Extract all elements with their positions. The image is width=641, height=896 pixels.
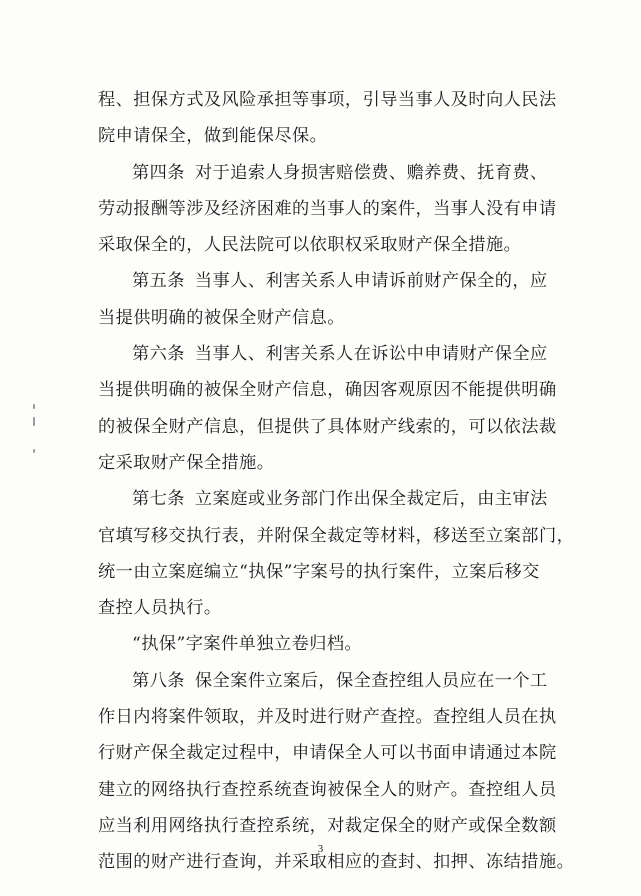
article-8 [98,663,568,699]
text-line: 定采取财产保全措施。 [98,452,275,473]
scan-mark [33,404,35,409]
text-line: 官填写移交执行表，并附保全裁定等材料，移送至立案部门， [98,525,575,546]
article-label: 第六条 [132,344,185,365]
article-4 [98,155,568,191]
text-line: 的被保全财产信息，但提供了具体财产线索的，可以依法裁 [98,416,557,437]
scan-mark [33,449,35,453]
text-line: 查控人员执行。 [98,598,222,619]
document-body [98,82,575,881]
article-text: 立案庭或业务部门作出保全裁定后，由主审法 [194,489,548,510]
text-line: 建立的网络执行查控系统查询被保全人的财产。查控组人员 [98,779,557,800]
article-5 [98,263,568,299]
article-label: 第七条 [132,489,185,510]
article-7 [98,481,568,517]
text-line: 劳动报酬等涉及经济困难的当事人的案件，当事人没有申请 [98,198,557,219]
text-line: 行财产保全裁定过程中，申请保全人可以书面申请通过本院 [98,743,557,764]
text-line: 当提供明确的被保全财产信息。 [98,307,345,328]
text-line: 程、担保方式及风险承担等事项，引导当事人及时向人民法 [98,90,557,110]
article-text: 对于追索人身损害赔偿费、赡养费、抚育费、 [194,162,548,183]
text-line: 统一由立案庭编立“执保”字案号的执行案件，立案后移交 [98,561,540,582]
article-6 [98,336,568,372]
article-label: 第四条 [132,162,185,183]
text-line: 当提供明确的被保全财产信息，确因客观原因不能提供明确 [98,380,557,401]
text-line: 作日内将案件领取，并及时进行财产查控。查控组人员在执 [98,707,557,728]
article-text: 当事人、利害关系人在诉讼中申请财产保全应 [194,344,548,365]
article-text: 保全案件立案后，保全查控组人员应在一个工 [194,670,548,691]
text-line: 院申请保全，做到能保尽保。 [98,126,328,147]
page-number: 3 [317,843,324,855]
text-line: “执保”字案件单独立卷归档。 [132,634,363,655]
article-label: 第五条 [132,271,185,292]
scan-mark [33,417,35,426]
text-line: 范围的财产进行查询，并采取相应的查封、扣押、冻结措施。 [98,852,575,873]
text-line: 采取保全的，人民法院可以依职权采取财产保全措施。 [98,235,522,256]
article-label: 第八条 [132,670,185,691]
text-line: 应当利用网络执行查控系统，对裁定保全的财产或保全数额 [98,815,557,836]
article-text: 当事人、利害关系人申请诉前财产保全的，应 [194,271,548,292]
